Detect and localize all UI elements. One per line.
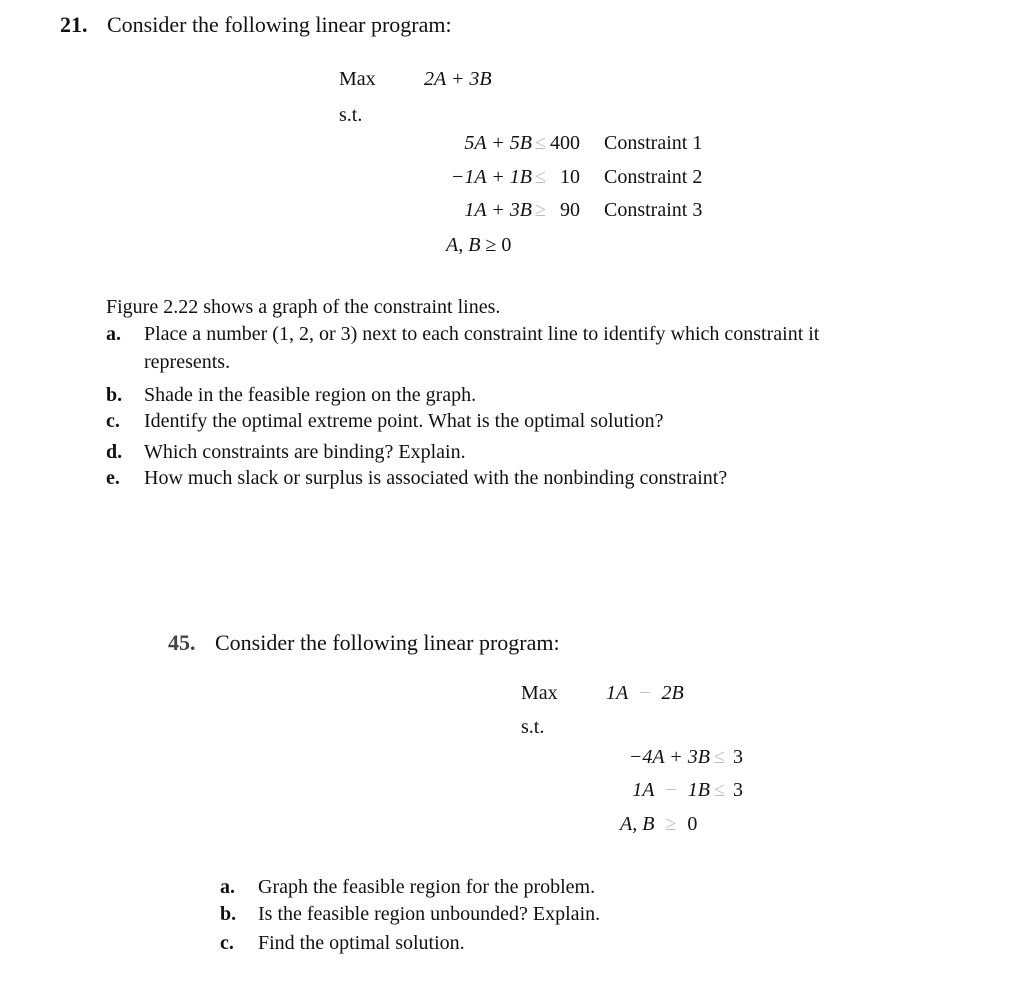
- q21-part-e-label: e.: [106, 467, 120, 489]
- q21-c1-lhs: 5A + 5B: [464, 132, 532, 154]
- q21-nonneg-rhs: 0: [501, 234, 512, 256]
- q45-st: s.t.: [521, 716, 545, 738]
- q45-c2-rhs: 3: [733, 779, 743, 801]
- q21-heading: [60, 12, 452, 38]
- q45-c2-lhs-right: 1B: [687, 779, 710, 801]
- q21-nonneg: [446, 234, 511, 257]
- q21-figure-text: Figure 2.22 shows a graph of the constraint lines.: [106, 296, 501, 318]
- q21-part-a-label: a.: [106, 323, 121, 345]
- q45-part-a-text: Graph the feasible region for the problem.: [258, 876, 596, 898]
- q45-objective-right: 2B: [661, 682, 684, 704]
- q45-nonneg-op: ≥: [665, 813, 677, 835]
- q21-part-b: [106, 384, 476, 407]
- q45-part-b-label: b.: [220, 903, 237, 925]
- q45-objective: [606, 682, 684, 705]
- q21-c2-name: Constraint 2: [604, 166, 703, 188]
- q21-c2-op: ≤: [535, 166, 546, 188]
- q21-part-b-text: Shade in the feasible region on the graph.: [144, 384, 477, 406]
- q21-c3-lhs: 1A + 3B: [464, 199, 532, 221]
- q21-c1-name: Constraint 1: [604, 132, 703, 154]
- q45-objective-op: −: [639, 682, 651, 704]
- q21-nonneg-op: ≥: [485, 234, 497, 256]
- q21-st: s.t.: [339, 104, 363, 126]
- q21-objective-keyword: Max: [339, 68, 376, 90]
- q21-objective-expr: 2A + 3B: [424, 68, 492, 90]
- q45-c1-op: ≤: [714, 746, 725, 768]
- q21-heading-text: Consider the following linear program:: [107, 12, 452, 37]
- q45-objective-left: 1A: [606, 682, 629, 704]
- q45-c1-rhs: 3: [733, 746, 743, 768]
- q45-nonneg-vars: A, B: [620, 813, 655, 835]
- q45-part-a-label: a.: [220, 876, 235, 898]
- q21-c3-rhs: 90: [560, 199, 580, 221]
- q21-part-a: [106, 323, 819, 346]
- q21-part-c-label: c.: [106, 410, 120, 432]
- q21-part-a-cont-text: represents.: [144, 351, 231, 373]
- q21-part-e-text: How much slack or surplus is associated with the nonbinding constraint?: [144, 467, 728, 489]
- q45-heading: [168, 630, 560, 656]
- q45-nonneg: [620, 813, 697, 836]
- q45-part-a: [220, 876, 595, 899]
- q45-heading-text: Consider the following linear program:: [215, 630, 560, 655]
- q21-number: 21.: [60, 12, 88, 37]
- q21-part-c-text: Identify the optimal extreme point. What is the optimal solution?: [144, 410, 664, 432]
- q21-part-d: [106, 441, 466, 464]
- q45-nonneg-rhs: 0: [687, 813, 698, 835]
- q21-c3-name: Constraint 3: [604, 199, 703, 221]
- q21-c2-rhs: 10: [560, 166, 580, 188]
- q45-number: 45.: [168, 630, 196, 655]
- q21-c1-op: ≤: [535, 132, 546, 154]
- q21-part-a-cont: [106, 351, 230, 374]
- q45-part-b: [220, 903, 600, 926]
- q21-part-a-text: Place a number (1, 2, or 3) next to each constraint line to identify which constraint it: [144, 323, 820, 345]
- q45-part-c-label: c.: [220, 932, 234, 954]
- q21-c1-rhs: 400: [550, 132, 580, 154]
- q21-part-b-label: b.: [106, 384, 123, 406]
- q45-c2-lhs: [560, 779, 710, 802]
- q45-part-b-text: Is the feasible region unbounded? Explain.: [258, 903, 601, 925]
- q21-nonneg-vars: A, B: [446, 234, 481, 256]
- q45-c2-mid-op: −: [665, 779, 677, 801]
- q45-part-c-text: Find the optimal solution.: [258, 932, 465, 954]
- q45-c2-op: ≤: [714, 779, 725, 801]
- q21-part-e: [106, 467, 727, 490]
- q45-objective-keyword: Max: [521, 682, 558, 704]
- q21-part-c: [106, 410, 664, 433]
- q45-c2-lhs-left: 1A: [632, 779, 655, 801]
- q45-c1-lhs: −4A + 3B: [628, 746, 710, 768]
- q21-c3-op: ≥: [535, 199, 546, 221]
- q21-part-d-label: d.: [106, 441, 123, 463]
- q21-part-d-text: Which constraints are binding? Explain.: [144, 441, 466, 463]
- q45-part-c: [220, 932, 465, 955]
- q21-c2-lhs: −1A + 1B: [450, 166, 532, 188]
